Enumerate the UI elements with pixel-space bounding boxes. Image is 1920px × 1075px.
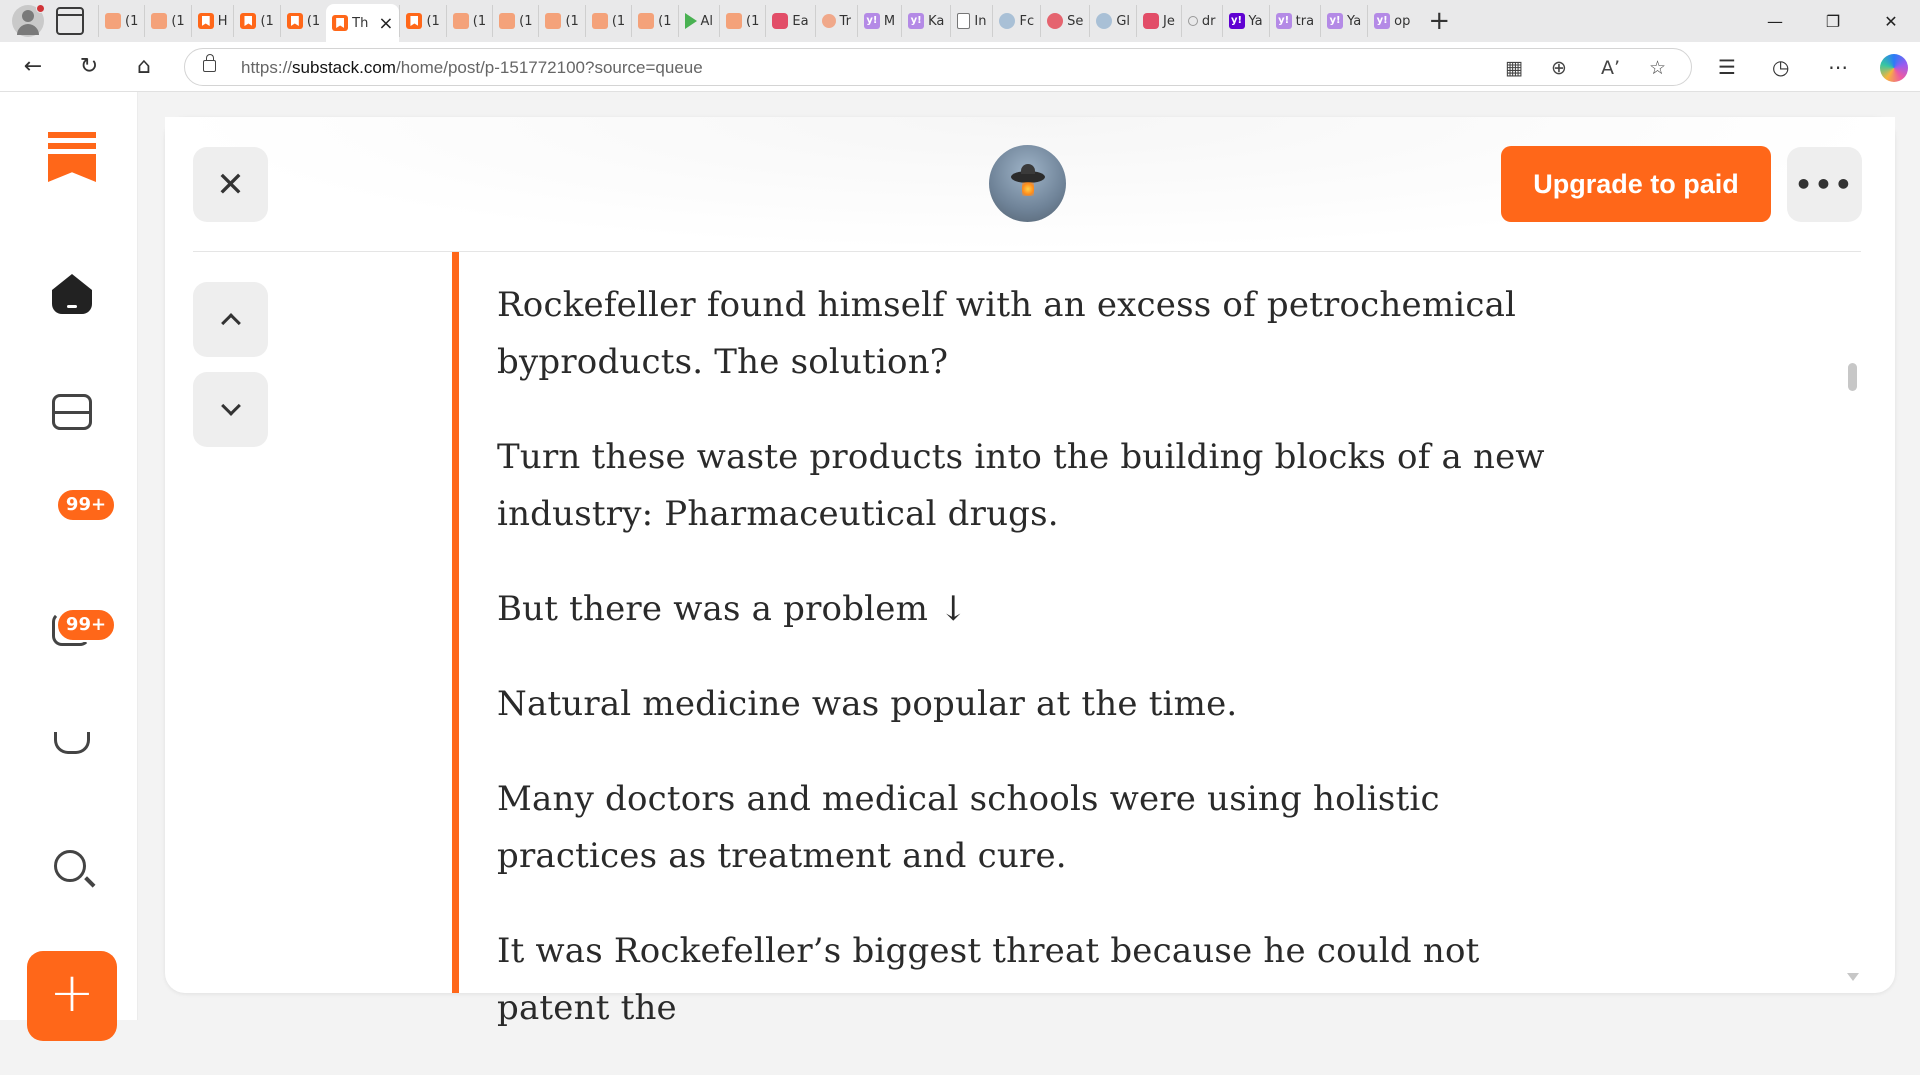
yahoo-light-icon: y!: [1327, 13, 1343, 29]
address-bar[interactable]: [184, 48, 1692, 86]
home-icon[interactable]: ⌂: [137, 54, 151, 79]
browser-tab[interactable]: [719, 5, 765, 37]
tab-label: Ea: [792, 13, 809, 29]
url-text[interactable]: https://substack.com/home/post/p-151772100?source=queue: [241, 58, 703, 77]
substack-icon: [240, 13, 256, 29]
browser-tab-strip: [0, 0, 1920, 42]
tab-label: tra: [1295, 13, 1315, 29]
close-button[interactable]: [193, 147, 268, 222]
tab-label: H: [217, 13, 228, 29]
tab-label: Tr: [839, 13, 851, 29]
tab-label: Ka: [928, 13, 945, 29]
tab-list: [98, 0, 1416, 42]
lock-icon[interactable]: [203, 60, 216, 72]
tab-label: dr: [1201, 13, 1216, 29]
paragraph: Turn these waste products into the building blocks of a new industry: Pharmaceutical drugs.: [497, 437, 1545, 534]
zoom-icon[interactable]: ⊕: [1551, 57, 1567, 79]
tab-label: (1: [472, 13, 487, 29]
notification-dot: [36, 4, 45, 13]
chat-badge: 99+: [56, 488, 116, 522]
tab-label: Th: [352, 15, 369, 31]
substack-light-icon: [499, 13, 515, 29]
scroll-down-arrow-icon[interactable]: [1847, 973, 1859, 981]
read-aloud-icon[interactable]: A’: [1601, 57, 1621, 79]
history-icon[interactable]: ◷: [1772, 55, 1790, 79]
browser-tab[interactable]: [538, 5, 584, 37]
substack-icon: [198, 13, 214, 29]
blockquote-bar: [452, 252, 459, 993]
yahoo-light-icon: y!: [1276, 13, 1292, 29]
browser-tab[interactable]: [631, 5, 677, 37]
tab-label: Je: [1163, 13, 1175, 29]
profile-avatar[interactable]: [12, 5, 44, 37]
yahoo-light-icon: y!: [908, 13, 924, 29]
inbox-icon[interactable]: [48, 388, 96, 436]
document-icon: [957, 13, 970, 29]
app-available-icon[interactable]: ▦: [1505, 57, 1523, 79]
browser-tab[interactable]: [857, 5, 901, 37]
copilot-icon[interactable]: [1880, 54, 1908, 82]
window-controls: [1746, 0, 1920, 42]
browser-tab[interactable]: [280, 5, 326, 37]
tab-label: (1: [125, 13, 139, 29]
settings-more-icon[interactable]: ⋯: [1828, 55, 1848, 79]
paragraph: Natural medicine was popular at the time.: [497, 684, 1238, 724]
tab-label: (1: [565, 13, 579, 29]
browser-tab[interactable]: [901, 5, 950, 37]
search-icon[interactable]: [48, 844, 96, 892]
circle-icon: [822, 14, 836, 28]
substack-light-icon: [151, 13, 167, 29]
notifications-badge: 99+: [56, 608, 116, 642]
tab-label: (1: [171, 13, 185, 29]
paragraph: Rockefeller found himself with an excess of petrochemical byproducts. The solution?: [497, 285, 1517, 382]
substack-light-icon: [592, 13, 608, 29]
browser-tab[interactable]: [1367, 5, 1416, 37]
favorite-star-icon[interactable]: ☆: [1649, 57, 1667, 79]
back-arrow-icon[interactable]: ←: [23, 54, 43, 79]
tab-label: Ya: [1347, 13, 1362, 29]
yahoo-light-icon: y!: [864, 13, 880, 29]
tab-label: Al: [700, 13, 714, 29]
browser-tab[interactable]: [98, 5, 144, 37]
browser-toolbar: [0, 42, 1920, 92]
substack-icon: [287, 13, 303, 29]
paragraph: It was Rockefeller’s biggest threat because he could not patent the: [497, 931, 1480, 1028]
chevron-up-icon: [221, 313, 241, 333]
paragraph: But there was a problem ↓: [497, 589, 968, 629]
tab-label: Ya: [1248, 13, 1263, 29]
close-window-icon[interactable]: ✕: [1884, 11, 1898, 31]
browser-tab[interactable]: [1181, 5, 1222, 37]
post-panel: [165, 117, 1895, 1028]
yahoo-icon: y!: [1229, 13, 1245, 29]
tab-label: (1: [658, 13, 672, 29]
paragraph: Many doctors and medical schools were using holistic practices as treatment and cure.: [497, 779, 1440, 876]
tab-label: M: [883, 13, 896, 29]
tab-actions-icon[interactable]: [56, 7, 84, 35]
gray-circle-icon: [1096, 13, 1112, 29]
substack-icon: [332, 15, 348, 31]
favorites-icon[interactable]: ☰: [1718, 55, 1736, 79]
substack-icon: [406, 13, 422, 29]
tab-label: (1: [306, 13, 321, 29]
home-icon[interactable]: [48, 270, 96, 318]
play-icon: [685, 13, 697, 29]
header-divider: [193, 251, 1861, 252]
browser-tab[interactable]: [492, 5, 538, 37]
substack-light-icon: [545, 13, 561, 29]
minimize-icon[interactable]: —: [1767, 11, 1783, 31]
browser-tab[interactable]: [1089, 5, 1136, 37]
substack-light-icon: [453, 13, 469, 29]
red-circle-icon: [1047, 13, 1063, 29]
browser-tab[interactable]: [992, 5, 1040, 37]
browser-tab[interactable]: [1320, 5, 1367, 37]
tab-label: (1: [611, 13, 626, 29]
app-sidebar: [0, 92, 138, 1024]
refresh-icon[interactable]: ↻: [79, 54, 99, 79]
browser-tab[interactable]: [765, 5, 814, 37]
scrollbar-thumb[interactable]: [1848, 363, 1857, 391]
browser-tab[interactable]: [144, 5, 190, 37]
next-post-button[interactable]: [193, 372, 268, 447]
browser-tab[interactable]: [1136, 5, 1181, 37]
close-icon: ✕: [216, 164, 245, 205]
compose-button[interactable]: +: [27, 951, 117, 1041]
youtube-icon: [1143, 13, 1159, 29]
yahoo-light-icon: y!: [1374, 13, 1390, 29]
previous-post-button[interactable]: [193, 282, 268, 357]
substack-logo-icon[interactable]: [48, 132, 96, 182]
browser-tab[interactable]: [585, 5, 631, 37]
tab-label: In: [974, 13, 987, 29]
browser-tab[interactable]: [399, 5, 445, 37]
browser-tab[interactable]: [191, 5, 234, 37]
chevron-down-icon: [221, 396, 241, 416]
tab-active[interactable]: [326, 4, 399, 42]
tab-label: op: [1394, 13, 1411, 29]
tab-label: (1: [426, 13, 440, 29]
browser-tab[interactable]: [1040, 5, 1089, 37]
search-tab-icon: [1188, 16, 1198, 26]
bell-icon[interactable]: [48, 732, 96, 780]
substack-light-icon: [638, 13, 654, 29]
tab-label: (1: [519, 13, 533, 29]
tab-label: (1: [746, 13, 760, 29]
publication-avatar[interactable]: [989, 145, 1066, 222]
browser-tab[interactable]: [446, 5, 492, 37]
tab-label: Fc: [1019, 13, 1035, 29]
browser-tab[interactable]: [950, 5, 992, 37]
upgrade-to-paid-button[interactable]: Upgrade to paid: [1501, 146, 1771, 222]
substack-light-icon: [726, 13, 742, 29]
tab-label: (1: [260, 13, 274, 29]
browser-tab[interactable]: [1269, 5, 1320, 37]
browser-tab[interactable]: [1222, 5, 1269, 37]
substack-light-icon: [105, 13, 121, 29]
tab-label: Se: [1067, 13, 1084, 29]
more-options-button[interactable]: •••: [1787, 147, 1862, 222]
browser-tab[interactable]: [678, 5, 720, 37]
youtube-icon: [772, 13, 788, 29]
tab-close-icon[interactable]: ×: [378, 12, 394, 34]
tab-label: Gl: [1116, 13, 1131, 29]
browser-tab[interactable]: [233, 5, 279, 37]
new-tab-button[interactable]: +: [1428, 6, 1451, 36]
post-body: [497, 277, 1597, 1075]
restore-icon[interactable]: ❐: [1825, 11, 1841, 31]
browser-tab[interactable]: [815, 5, 857, 37]
news-icon: [999, 13, 1015, 29]
